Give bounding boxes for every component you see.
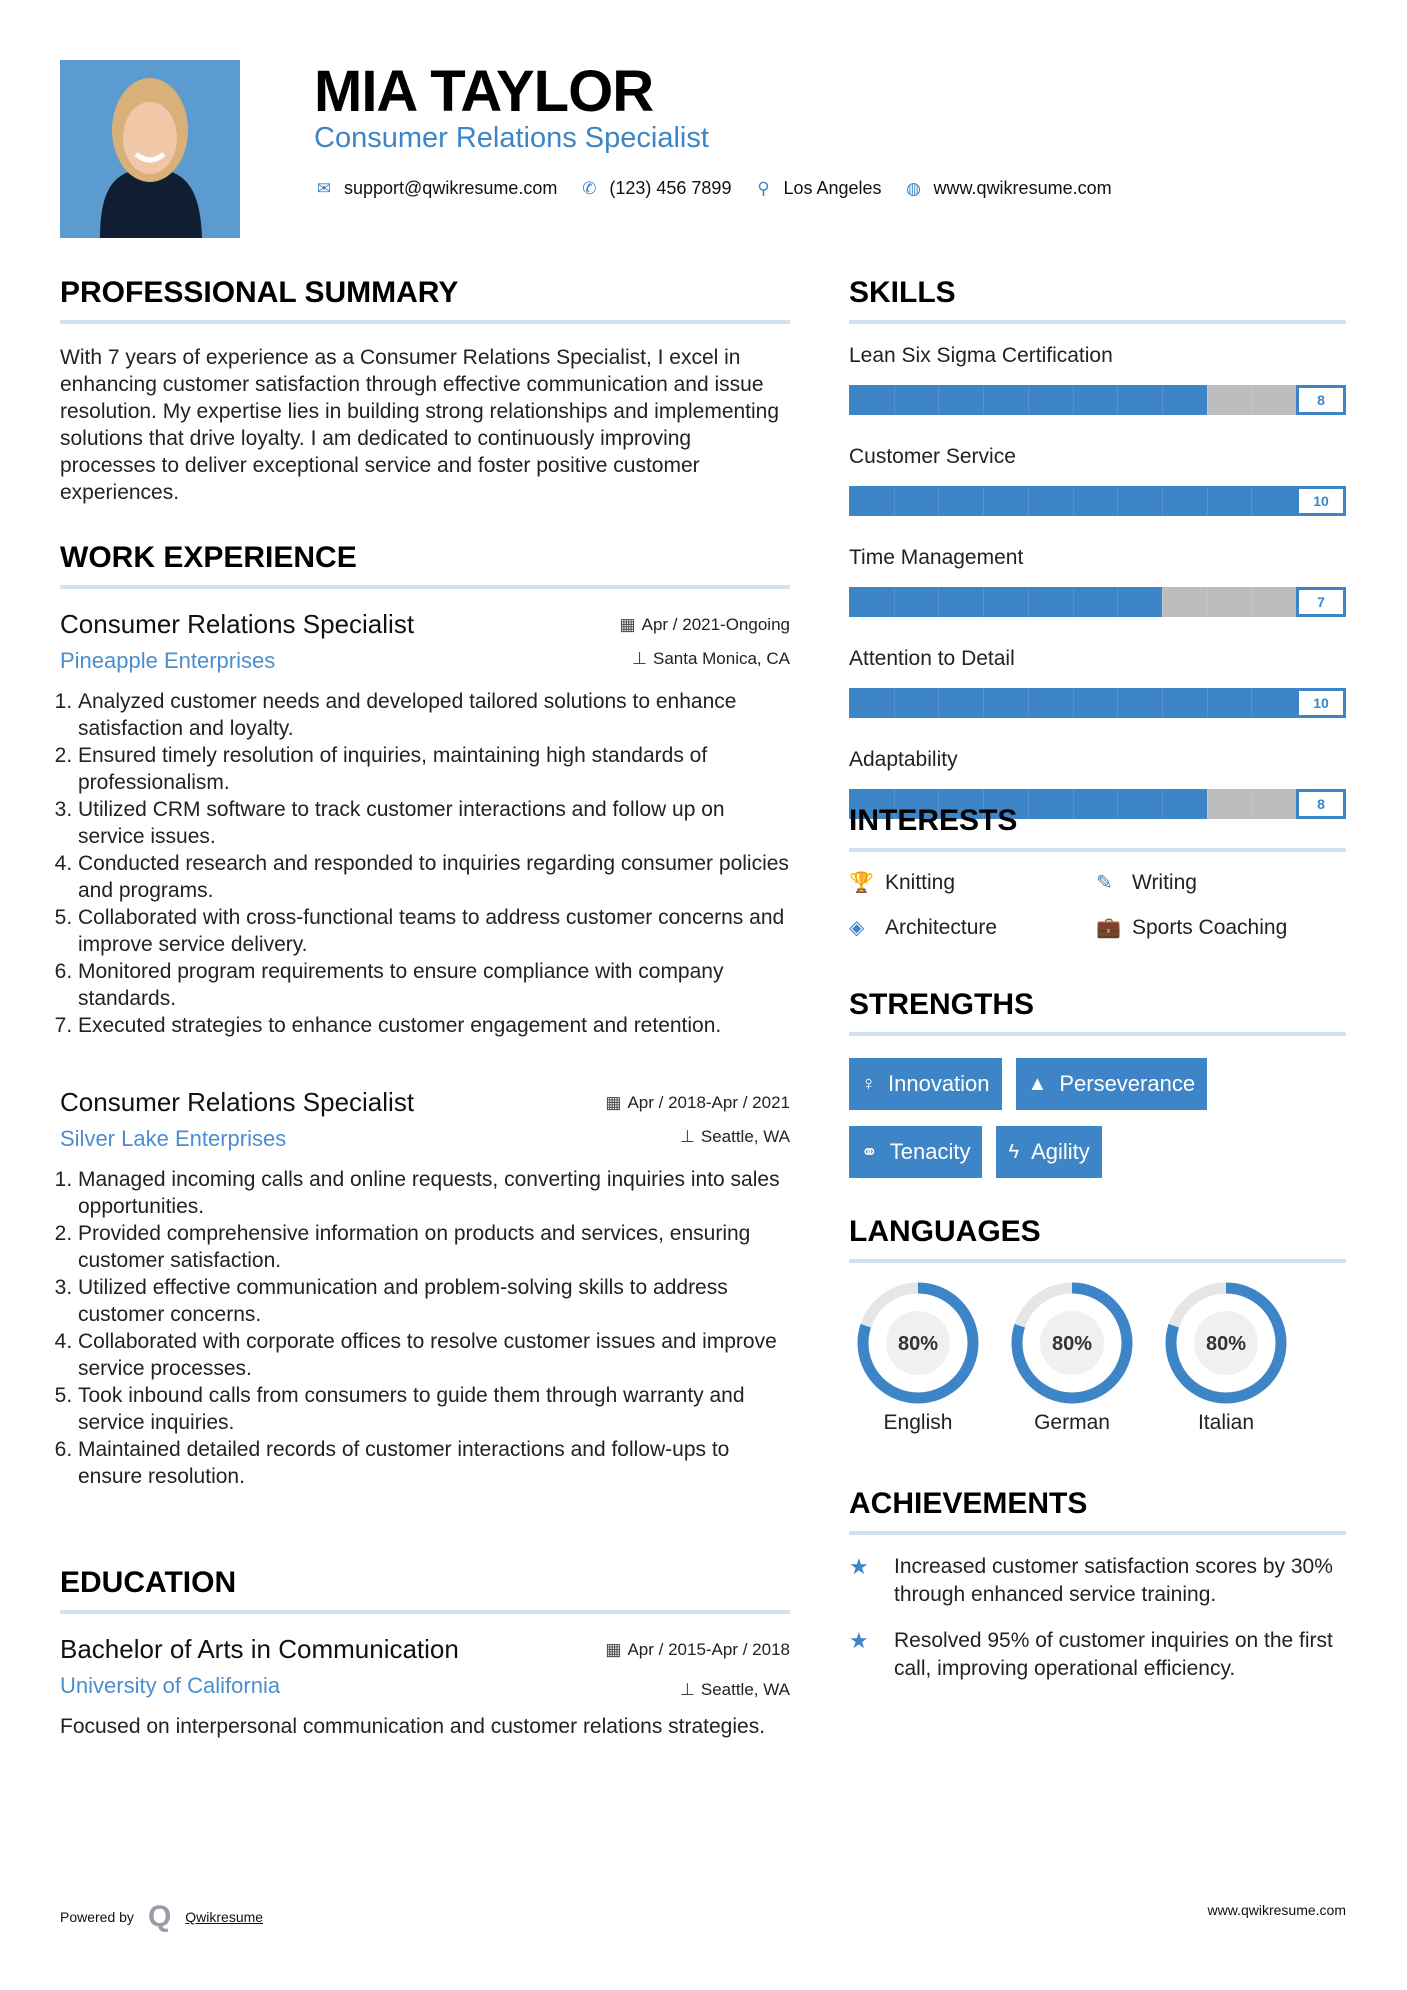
contact-item[interactable]: www.qwikresume.com [933, 178, 1112, 198]
skill-bar [849, 587, 1346, 617]
skill-bar-segment [1207, 486, 1208, 516]
bullet-item: 6. Monitored program requirements to ensure compliance with company standards. [78, 958, 790, 1012]
skill-value: 10 [1296, 486, 1346, 516]
skill-bar-segment [938, 385, 939, 415]
section-divider [849, 848, 1346, 852]
bullet-item: 7. Executed strategies to enhance customer engagement and retention. [78, 1012, 790, 1039]
skill-bar-segment [894, 688, 895, 718]
skill-bar-segment [1073, 486, 1074, 516]
skill-bar-segment [894, 385, 895, 415]
language-name: Italian [1197, 1411, 1255, 1434]
skill-bar-segment [1207, 587, 1208, 617]
skill-bar-segment [1117, 688, 1118, 718]
job-entry [60, 1087, 790, 1490]
job-bullets [60, 1166, 790, 1490]
qwikresume-link[interactable]: Qwikresume [185, 1909, 264, 1925]
bullet-item: 4. Collaborated with corporate offices to resolve customer issues and improve service processes. [78, 1328, 790, 1382]
interests-section [849, 804, 1346, 940]
skill-bar-segment [1251, 688, 1252, 718]
section-divider [849, 1531, 1346, 1535]
skill-bar-segment [983, 587, 984, 617]
contact-item[interactable]: (123) 456 7899 [609, 178, 732, 198]
education-dates: ▦ Apr / 2015-Apr / 2018 [605, 1640, 790, 1659]
job-bullets [60, 688, 790, 1039]
contact-item[interactable]: support@qwikresume.com [344, 178, 558, 198]
language-item [1143, 1281, 1309, 1435]
skill-bar-segment [894, 587, 895, 617]
skill-bar-segment [1073, 587, 1074, 617]
section-heading: SKILLS [849, 276, 956, 309]
skill-label: Lean Six Sigma Certification [849, 344, 1113, 367]
skill-bar-segment [1207, 385, 1208, 415]
education-section [60, 1566, 790, 1740]
job-dates: ▦ Apr / 2021-Ongoing [619, 615, 790, 634]
language-donut [1010, 1281, 1134, 1405]
language-percent: 80% [1205, 1333, 1247, 1355]
skills-section [849, 276, 1346, 849]
language-item [835, 1281, 1001, 1435]
section-heading: LANGUAGES [849, 1215, 1041, 1248]
skill-bar-segment [1073, 385, 1074, 415]
pin-icon: ⊥ [680, 1680, 695, 1699]
skill-bar [849, 486, 1346, 516]
skill-label: Customer Service [849, 445, 1016, 468]
bullet-item: 6. Maintained detailed records of customer interactions and follow-ups to ensure resolution. [78, 1436, 790, 1490]
pin-icon: ⊥ [680, 1127, 695, 1146]
skill-bar [849, 688, 1346, 718]
interest-item: 💼 Sports Coaching [1096, 915, 1288, 939]
job-location: ⊥ Santa Monica, CA [632, 649, 790, 668]
achievement-item: ★ Increased customer satisfaction scores by 30% through enhanced service training. [849, 1553, 1346, 1609]
strength-chip: ⚭ Tenacity [849, 1126, 982, 1178]
candidate-title: Consumer Relations Specialist [314, 122, 709, 154]
bullet-item: 1. Managed incoming calls and online requests, converting inquiries into sales opportunities. [78, 1166, 790, 1220]
skill-label: Time Management [849, 546, 1024, 569]
bullet-item: 1. Analyzed customer needs and developed tailored solutions to enhance satisfaction and loyalty. [78, 688, 790, 742]
bullet-item: 2. Provided comprehensive information on products and services, ensuring customer satisfaction. [78, 1220, 790, 1274]
interest-item: 🏆 Knitting [849, 870, 956, 894]
section-divider [849, 1259, 1346, 1263]
skill-bar-segment [1028, 486, 1029, 516]
strength-chip: ϟ Agility [996, 1126, 1101, 1178]
bullet-item: 5. Took inbound calls from consumers to guide them through warranty and service inquiries. [78, 1382, 790, 1436]
achievements-section [849, 1487, 1346, 1683]
job-title: Consumer Relations Specialist [60, 1087, 415, 1117]
skill-bar-segment [983, 486, 984, 516]
summary-text: With 7 years of experience as a Consumer Relations Specialist, I excel in enhancing customer satisfaction through effective communication and issue resolution. My expertise lies in building strong relationships and implementing solutions that drive loyalty. I am dedicated to continuously improving processes to deliver exceptional service and foster positive customer experiences. [60, 346, 780, 504]
language-percent: 80% [1051, 1333, 1093, 1355]
skill-bar-segment [1073, 688, 1074, 718]
degree: Bachelor of Arts in Communication [60, 1634, 459, 1664]
skill-label: Attention to Detail [849, 647, 1015, 670]
calendar-icon: ▦ [605, 1093, 622, 1112]
section-divider [849, 1032, 1346, 1036]
skill-label: Adaptability [849, 748, 958, 771]
bullet-item: 3. Utilized effective communication and problem-solving skills to address customer concerns. [78, 1274, 790, 1328]
skill-bar-fill [849, 587, 1162, 617]
skill-bar-segment [1117, 385, 1118, 415]
language-item [989, 1281, 1155, 1435]
education-entry [60, 1634, 790, 1740]
bolt-icon: ϟ [1008, 1140, 1020, 1163]
interest-item: ◈ Architecture [849, 915, 998, 939]
company: Silver Lake Enterprises [60, 1126, 287, 1151]
shooting-star-icon: ★ [849, 1628, 869, 1653]
profile-photo [60, 60, 240, 238]
skill-value: 8 [1296, 789, 1346, 819]
skill-bar-segment [1162, 486, 1163, 516]
lightbulb-icon: ♀ [861, 1072, 876, 1095]
pin-icon: ⊥ [632, 649, 647, 668]
section-heading: WORK EXPERIENCE [60, 541, 357, 574]
briefcase-icon: 💼 [1096, 917, 1121, 939]
skill-bar-segment [894, 486, 895, 516]
skill-value: 8 [1296, 385, 1346, 415]
calendar-icon: ▦ [605, 1640, 622, 1659]
experience-section [60, 541, 790, 1490]
interest-item: ✎ Writing [1096, 870, 1197, 894]
language-donut [856, 1281, 980, 1405]
job-location: ⊥ Seattle, WA [680, 1127, 790, 1146]
bullet-item: 4. Conducted research and responded to inquiries regarding consumer policies and programs. [78, 850, 790, 904]
skill-bar-segment [1251, 385, 1252, 415]
strength-chip: ▲ Perseverance [1016, 1058, 1208, 1110]
skill-bar-segment [1117, 486, 1118, 516]
candidate-name: MIA TAYLOR [314, 59, 654, 124]
education-location: ⊥ Seattle, WA [680, 1680, 790, 1699]
road-icon: ▲ [1027, 1072, 1048, 1095]
company: Pineapple Enterprises [60, 648, 276, 673]
contact-item[interactable]: Los Angeles [783, 178, 882, 198]
powered-by: Powered by Q Qwikresume [60, 1900, 264, 1933]
section-heading: INTERESTS [849, 804, 1018, 837]
link-icon: ⚭ [861, 1141, 878, 1164]
job-entry [60, 609, 790, 1039]
skill-bar-segment [1207, 688, 1208, 718]
skill-bar-segment [938, 486, 939, 516]
calendar-icon: ▦ [619, 615, 636, 634]
envelope-icon: ✉ [316, 178, 332, 198]
skill-bar-segment [1251, 486, 1252, 516]
contact-bar [314, 178, 1124, 199]
language-percent: 80% [897, 1333, 939, 1355]
section-divider [60, 320, 790, 324]
skill-bar-segment [938, 688, 939, 718]
education-description: Focused on interpersonal communication and customer relations strategies. [60, 1715, 766, 1738]
qwikresume-logo-icon: Q [147, 1900, 172, 1933]
ticket-icon: ◈ [849, 917, 865, 939]
section-divider [60, 585, 790, 589]
skill-value: 10 [1296, 688, 1346, 718]
bullet-item: 5. Collaborated with cross-functional teams to address customer concerns and improve service delivery. [78, 904, 790, 958]
skill-value: 7 [1296, 587, 1346, 617]
section-divider [849, 320, 1346, 324]
section-heading: EDUCATION [60, 1566, 237, 1599]
pencil-icon: ✎ [1096, 872, 1113, 894]
skill-bar [849, 385, 1346, 415]
skill-bar-segment [1162, 385, 1163, 415]
skill-bar-segment [1117, 587, 1118, 617]
skill-bar-segment [1028, 688, 1029, 718]
section-divider [60, 1610, 790, 1614]
skill-bar-segment [938, 587, 939, 617]
skill-bar-segment [983, 385, 984, 415]
job-title: Consumer Relations Specialist [60, 609, 415, 639]
bullet-item: 2. Ensured timely resolution of inquiries, maintaining high standards of professionalism. [78, 742, 790, 796]
shooting-star-icon: ★ [849, 1554, 869, 1579]
section-heading: ACHIEVEMENTS [849, 1487, 1088, 1520]
language-name: English [883, 1411, 953, 1434]
map-pin-icon: ⚲ [757, 178, 770, 198]
skill-bar-segment [1162, 587, 1163, 617]
bullet-item: 3. Utilized CRM software to track customer interactions and follow up on service issues. [78, 796, 790, 850]
footer-site: www.qwikresume.com [1207, 1902, 1346, 1918]
globe-icon: ◍ [906, 178, 921, 198]
trophy-icon: 🏆 [849, 872, 874, 894]
summary-section [60, 276, 790, 506]
skill-bar-segment [1251, 587, 1252, 617]
achievement-item: ★ Resolved 95% of customer inquiries on the first call, improving operational efficiency. [849, 1627, 1346, 1683]
language-name: German [1034, 1411, 1110, 1434]
skill-bar-segment [1028, 587, 1029, 617]
job-dates: ▦ Apr / 2018-Apr / 2021 [605, 1093, 790, 1112]
skill-bar-segment [1028, 385, 1029, 415]
languages-section [849, 1215, 1346, 1435]
strength-chip: ♀ Innovation [849, 1058, 1002, 1110]
phone-icon: ✆ [582, 178, 597, 198]
language-donut [1164, 1281, 1288, 1405]
section-heading: PROFESSIONAL SUMMARY [60, 276, 459, 309]
section-heading: STRENGTHS [849, 988, 1035, 1021]
skill-bar-segment [1162, 688, 1163, 718]
skill-bar-segment [983, 688, 984, 718]
school: University of California [60, 1673, 281, 1698]
strengths-section [849, 988, 1346, 1178]
